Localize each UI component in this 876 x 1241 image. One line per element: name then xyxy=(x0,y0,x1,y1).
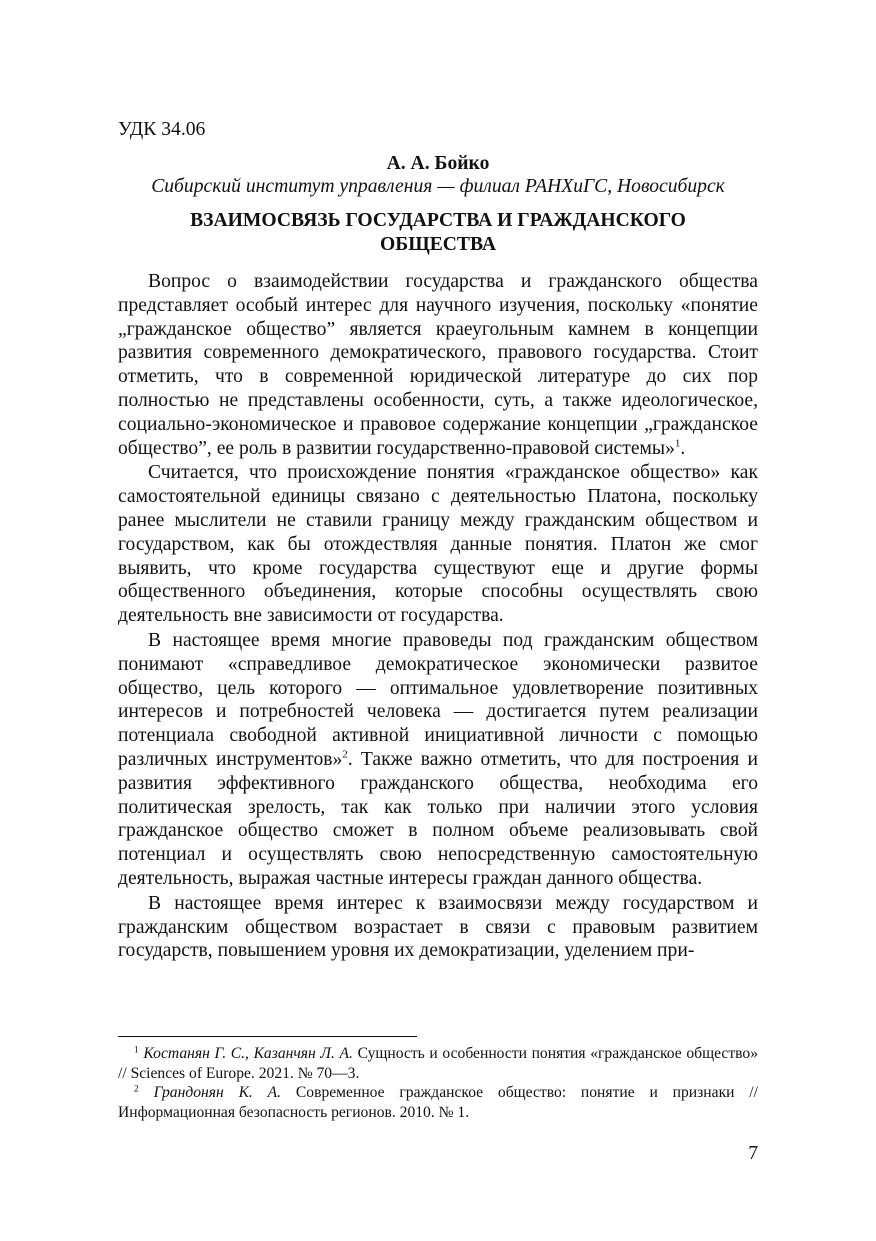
paragraph-4 xyxy=(118,892,758,963)
author-affiliation: Сибирский институт управления — филиал РАНХиГС, Новосибирск xyxy=(151,176,725,197)
udk-code: УДК 34.06 xyxy=(118,119,206,140)
footnote-2 xyxy=(118,1083,758,1122)
paragraph-3-text-b: . Также важно отметить, что для построения и развития эффективного гражданского общества, необходима его политическая зрелость, так как только при наличии этого условия гражданское общество сможет в полном объеме реализовывать свой потенциал и осуществлять свою непосредственную самостоятельную деятельность, выражая частные интересы граждан данного общества. xyxy=(118,748,758,889)
page-number: 7 xyxy=(748,1143,758,1164)
footnotes xyxy=(118,1044,758,1122)
title-line-1: ВЗАИМОСВЯЗЬ ГОСУДАРСТВА И ГРАЖДАНСКОГО xyxy=(190,210,686,231)
footnote-divider xyxy=(118,1036,417,1037)
paragraph-1-text: Вопрос о взаимодействии государства и гражданского общества представляет особый интерес для научного изучения, поскольку «понятие „гражданское общество” является краеугольным камнем в концепции развития современного демократического, правового государства. Стоит отметить, что в современной юридической литературе до сих пор полностью не представлены особенности, суть, а также идеологическое, социально-экономическое и правовое содержание концепции „гражданское общество”, ее роль в развитии государственно-правовой системы» xyxy=(118,271,758,459)
article-title xyxy=(118,209,758,257)
footnote-ref-2[interactable]: 2 xyxy=(342,748,348,761)
author-name: А. А. Бойко xyxy=(386,153,490,174)
article-body xyxy=(118,270,758,963)
footnote-1-number: 1 xyxy=(134,1045,139,1056)
footnote-2-authors: Грандонян К. А. xyxy=(153,1084,282,1102)
title-line-2: ОБЩЕСТВА xyxy=(380,234,496,255)
footnote-ref-1[interactable]: 1 xyxy=(674,436,681,449)
footnote-1-authors: Костанян Г. С., Казанчян Л. А. xyxy=(143,1045,353,1062)
paragraph-2-text: Считается, что происхождение понятия «гражданское общество» как самостоятельной единицы связано с деятельностью Платона, поскольку ранее мыслители не ставили границу между гражданским обществом и государством, как бы отождествляя данные понятия. Платон же смог выявить, что кроме государства существуют еще и другие формы общественного объединения, которые способны осуществлять свою деятельность вне зависимости от государства. xyxy=(118,462,758,627)
paragraph-3 xyxy=(118,629,758,891)
paragraph-1-end: . xyxy=(680,437,686,459)
footnote-1 xyxy=(118,1044,758,1083)
footnote-2-text: Современное гражданское общество: понятие и признаки // Информационная безопасность регионов. 2010. № 1. xyxy=(118,1084,758,1121)
paragraph-1 xyxy=(118,270,758,460)
footnote-2-number: 2 xyxy=(134,1084,139,1095)
paragraph-3-text-a: В настоящее время многие правоведы под гражданским обществом понимают «справедливое демократическое экономически развитое общество, цель которого — оптимальное удовлетворение позитивных интересов и потребностей человека — достигается путем реализации потенциала свободной активной инициативной личности с помощью различных инструментов» xyxy=(118,629,758,770)
footnote-1-text: Сущность и особенности понятия «гражданское общество» // Sciences of Europe. 2021. № 70—3. xyxy=(118,1045,758,1082)
paragraph-2 xyxy=(118,461,758,628)
paragraph-4-text: В настоящее время интерес к взаимосвязи между государством и гражданским обществом возрастает в связи с правовым развитием государств, повышением уровня их демократизации, уделением при- xyxy=(118,892,758,962)
